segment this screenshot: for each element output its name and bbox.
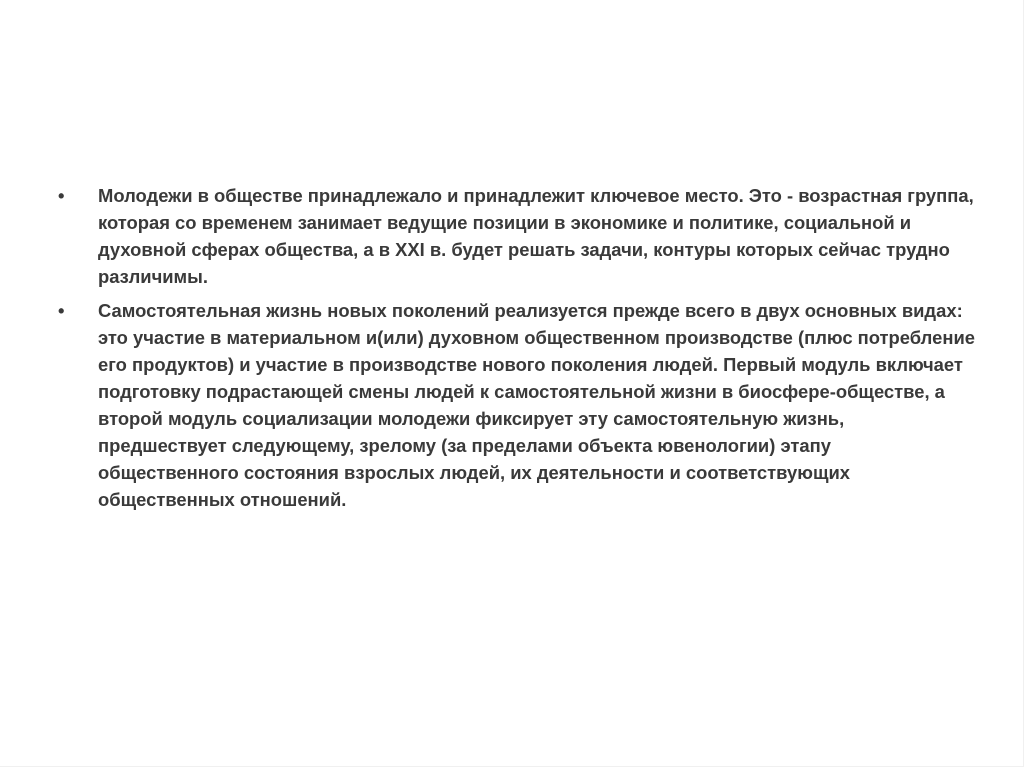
bullet-icon: • [58, 185, 65, 206]
bullet-icon: • [58, 300, 65, 321]
bullet-list [56, 182, 976, 520]
bullet-item [56, 182, 976, 290]
bullet-item [56, 297, 976, 513]
bullet-text: Молодежи в обществе принадлежало и принадлежит ключевое место. Это - возрастная группа, которая со временем занимает ведущие позиции в экономике и политике, социальной и духовной сферах общества, а в XXI в. будет решать задачи, контуры которых сейчас трудно различимы. [98, 185, 974, 287]
bullet-text: Самостоятельная жизнь новых поколений реализуется прежде всего в двух основных видах: это участие в материальном и(или) духовном общественном производстве (плюс потребление его продуктов) и участие в производстве нового поколения людей. Первый модуль включает подготовку подрастающей смены людей к самостоятельной жизни в биосфере-обществе, а второй модуль социализации молодежи фиксирует эту самостоятельную жизнь, предшествует следующему, зрелому (за пределами объекта ювенологии) этапу общественного состояния взрослых людей, их деятельности и соответствующих общественных отношений. [98, 300, 975, 510]
